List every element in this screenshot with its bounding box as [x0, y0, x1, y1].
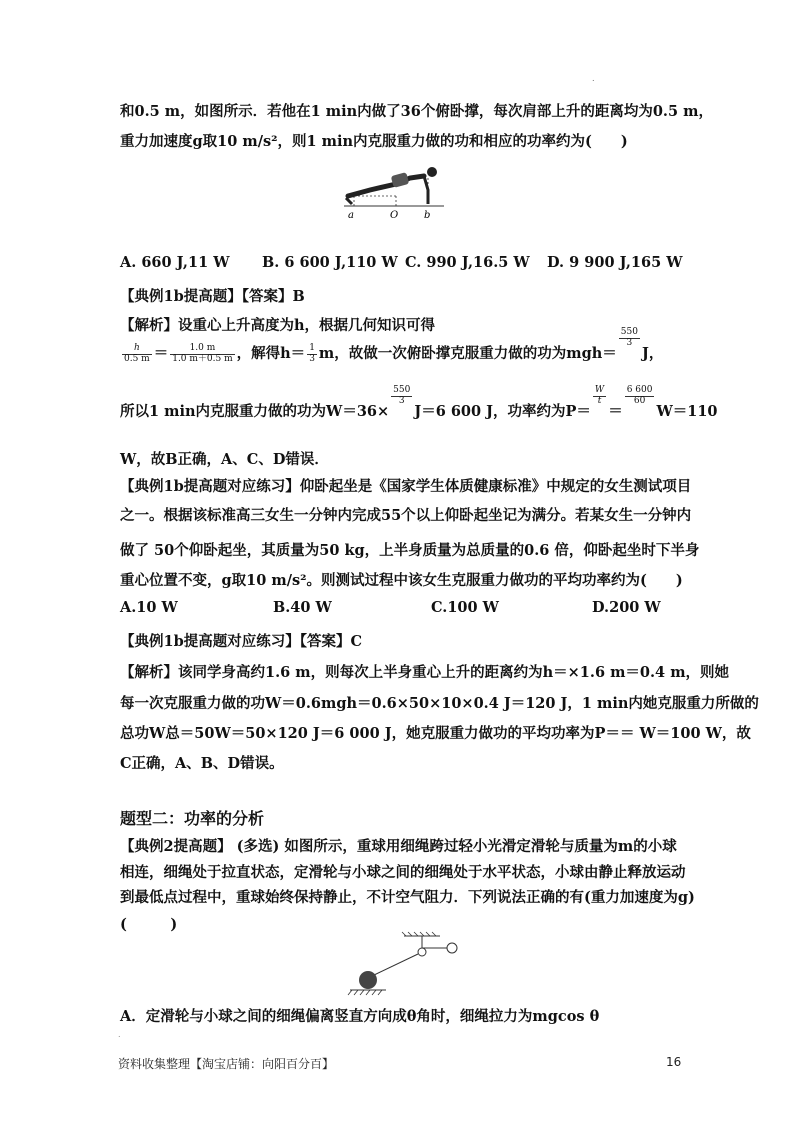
q3-line4: ( ) — [120, 916, 178, 933]
fraction-w-over-t: $\frac{W}{t}$ — [594, 384, 605, 406]
figure-label-o: O — [390, 210, 399, 221]
q1-option-a: A. 660 J,11 W — [120, 254, 230, 271]
q2-line1: 【典例1b提高题对应练习】仰卧起坐是《国家学生体质健康标准》中规定的女生测试项目 — [120, 478, 692, 495]
q2-line4: 重心位置不变，g取10 m/s²。则测试过程中该女生克服重力做功的平均功率约为( ) — [120, 572, 683, 589]
q3-line3: 到最低点过程中，重球始终保持静止，不计空气阻力．下列说法正确的有(重力加速度为g) — [120, 889, 695, 906]
ans1-formula-line: $\frac{h}{0.5 m}$ ＝ $\frac{1.0 m}{1.0 m+0.5 m}$ ，解得h＝ $\frac{1}{3}$ m，故做一次俯卧撑克服重力做的功为mgh＝ $\frac{550}{3}$ J， — [124, 326, 664, 364]
q2-option-b: B.40 W — [273, 599, 332, 616]
ans1-title: 【典例1b提高题】【答案】B — [120, 288, 305, 305]
fraction-550-over-3-b: $\frac{550}{3}$ — [393, 384, 411, 406]
ans2-line4: C正确，A、B、D错误。 — [120, 755, 284, 772]
q1-line2: 重力加速度g取10 m/s²，则1 min内克服重力做的功和相应的功率约为( ) — [120, 133, 628, 150]
fraction-550-over-3: $\frac{550}{3}$ — [620, 326, 638, 348]
footer-source: 资料收集整理【淘宝店铺：向阳百分百】 — [118, 1057, 335, 1071]
ans1-analysis-line1: 【解析】设重心上升高度为h，根据几何知识可得 — [120, 317, 436, 334]
fraction-length-ratio: $\frac{1.0 m}{1.0 m+0.5 m}$ — [172, 342, 233, 364]
ans2-line2: 每一次克服重力做的功W＝0.6mgh＝0.6×50×10×0.4 J＝120 J，1 min内她克服重力所做的 — [120, 695, 759, 712]
fraction-one-third: $\frac{1}{3}$ — [309, 342, 315, 364]
page-number: 16 — [666, 1055, 682, 1069]
figure-label-b: b — [424, 210, 431, 221]
q2-line3: 做了 50个仰卧起坐，其质量为50 kg，上半身质量为总质量的0.6 倍，仰卧起坐时下半身 — [120, 542, 700, 559]
q2-option-a: A.10 W — [120, 599, 178, 616]
corner-dot: . — [592, 74, 595, 83]
pulley-figure — [340, 928, 470, 1000]
q1-option-c: C. 990 J,16.5 W — [405, 254, 530, 271]
section-title: 题型二：功率的分析 — [120, 809, 265, 828]
ans2-line1: 【解析】该同学身高约1.6 m，则每次上半身重心上升的距离约为h＝×1.6 m＝0.4 m，则她 — [120, 664, 730, 681]
q2-line2: 之一。根据该标准高三女生一分钟内完成55个以上仰卧起坐记为满分。若某女生一分钟内 — [120, 507, 692, 524]
q3-line2: 相连，细绳处于拉直状态，定滑轮与小球之间的细绳处于水平状态，小球由静止释放运动 — [120, 864, 686, 881]
q2-option-c: C.100 W — [431, 599, 499, 616]
fraction-6600-over-60: $\frac{6 600}{60}$ — [626, 384, 653, 406]
q1-option-b: B. 6 600 J,110 W — [262, 254, 398, 271]
pushup-figure — [340, 160, 460, 222]
ans1-conclusion: W，故B正确，A、C、D错误． — [120, 451, 329, 468]
q2-option-d: D.200 W — [592, 599, 661, 616]
q3-line1: 【典例2提高题】 (多选) 如图所示，重球用细绳跨过轻小光滑定滑轮与质量为m的小球 — [120, 838, 677, 855]
q3-option-a: A．定滑轮与小球之间的细绳偏离竖直方向成θ角时，细绳拉力为mgcos θ — [120, 1008, 600, 1025]
q1-line1: 和0.5 m，如图所示．若他在1 min内做了36个俯卧撑，每次肩部上升的距离均为0.5 m， — [120, 103, 713, 120]
corner-dot-2: . — [118, 1030, 121, 1039]
figure-label-a: a — [348, 210, 354, 221]
ans1-work-line: 所以1 min内克服重力做的功为W＝36× $\frac{550}{3}$ J＝6 600 J，功率约为P＝ $\frac{W}{t}$ ＝ $\frac{6 600}{60}$ W＝110 — [120, 384, 718, 420]
ans2-title: 【典例1b提高题对应练习】【答案】C — [120, 633, 363, 650]
ans2-line3: 总功W总＝50W＝50×120 J＝6 000 J，她克服重力做功的平均功率为P＝＝ W＝100 W，故 — [120, 725, 751, 742]
q1-option-d: D. 9 900 J,165 W — [547, 254, 683, 271]
fraction-h-over-05: $\frac{h}{0.5 m}$ — [124, 342, 150, 364]
